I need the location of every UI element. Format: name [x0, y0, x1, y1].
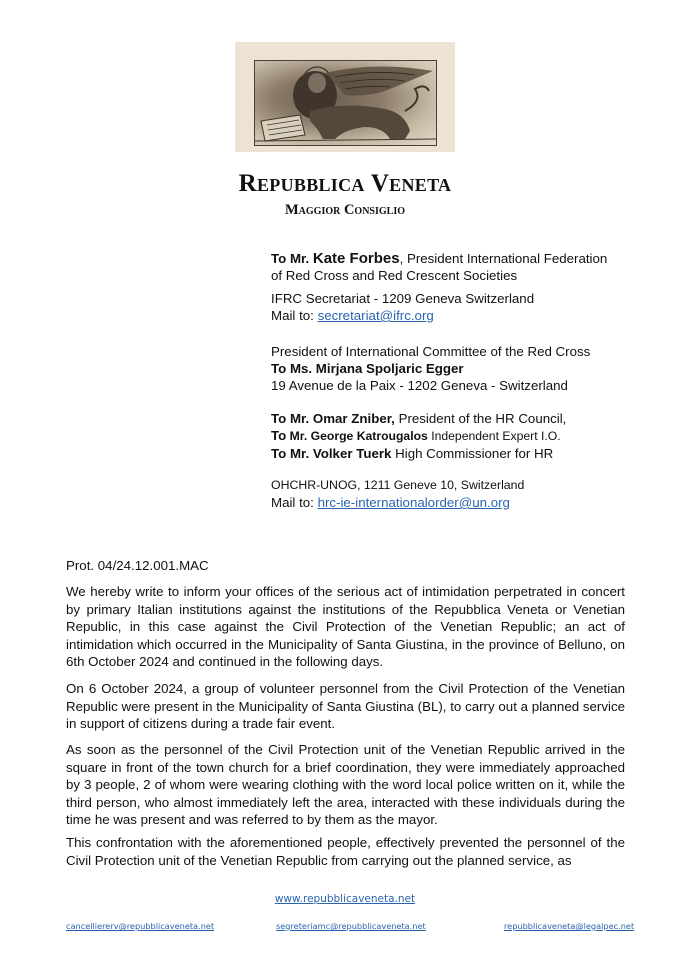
email-link-ifrc[interactable]: secretariat@ifrc.org	[317, 308, 434, 323]
mail-label: Mail to:	[271, 308, 318, 323]
recipient-to: To	[271, 428, 287, 443]
paragraph-3	[66, 741, 625, 829]
recipient-address: OHCHR-UNOG, 1211 Geneve 10, Switzerland	[271, 478, 525, 492]
recipient-name: Kate Forbes	[312, 250, 400, 267]
paragraph-2	[66, 680, 625, 733]
recipient-role-katrougalos: Independent Expert I.O.	[427, 429, 561, 443]
paragraph-text: As soon as the personnel of the Civil Protection unit of the Venetian Republic arrived in the square in front of the town church for a brief coordination, they were immediately approached by 3 people, 2 of whom were wearing clothing with the word local police written on it, while the third person, who almost immediately left the area, interacted with these individuals during the time he was present and was referred to by them as the mayor.	[66, 742, 625, 827]
footer-email-chancellor[interactable]: cancelliererv@repubblicaveneta.net	[66, 921, 215, 931]
paragraph-text: On 6 October 2024, a group of volunteer personnel from the Civil Protection of the Venetian Republic were present in the Municipality of Santa Giustina (BL), to carry out a planned service in support of citizens during a trade fair event.	[66, 681, 625, 731]
recipient-role-tuerk: High Commissioner for HR	[391, 446, 554, 461]
recipient-name-katrougalos: Mr. George Katrougalos	[286, 429, 428, 443]
paragraph-4	[66, 834, 625, 869]
footer-website-link[interactable]: www.repubblicaveneta.net	[274, 893, 416, 905]
recipient-icrc	[271, 343, 590, 394]
recipient-address: 19 Avenue de la Paix - 1202 Geneva - Switzerland	[271, 378, 568, 393]
recipient-ohchr-address	[271, 477, 524, 511]
recipient-role-continued: of Red Cross and Red Crescent Societies	[271, 268, 518, 283]
protocol-text: Prot. 04/24.12.001.MAC	[66, 558, 209, 573]
mail-label: Mail to:	[271, 495, 318, 510]
recipient-name-tuerk: To Mr. Volker Tuerk	[271, 446, 392, 461]
letterhead-subtitle: Maggior Consiglio	[284, 202, 406, 218]
footer-email-secretary[interactable]: segreteriamc@repubblicaveneta.net	[276, 921, 426, 931]
paragraph-text: We hereby write to inform your offices of the serious act of intimidation perpetrated in concert by primary Italian institutions against the institutions of the Repubblica Veneta or Venetian Republic, in this case against the Civil Protection of the Venetian Republic; an act of intimidation which occurred in the Municipality of Santa Giustina, in the province of Belluno, on 6th October 2024 and continued in the following days.	[66, 584, 625, 669]
recipient-name: To Ms. Mirjana Spoljaric Egger	[271, 361, 464, 376]
recipient-role: , President International Federation	[399, 251, 608, 266]
recipient-role: President of International Committee of the Red Cross	[271, 344, 591, 359]
logo	[235, 42, 455, 152]
recipient-ifrc	[271, 250, 607, 324]
protocol-number	[66, 557, 625, 575]
paragraph-1	[66, 583, 625, 671]
recipient-name-zniber: To Mr. Omar Zniber,	[271, 411, 395, 426]
recipient-role-zniber: President of the HR Council,	[394, 411, 567, 426]
recipient-ohchr	[271, 410, 566, 462]
winged-lion-icon	[254, 60, 437, 146]
email-link-ohchr[interactable]: hrc-ie-internationalorder@un.org	[317, 495, 510, 510]
footer-email-pec[interactable]: repubblicaveneta@legalpec.net	[504, 921, 635, 931]
recipient-address: IFRC Secretariat - 1209 Geneva Switzerland	[271, 291, 535, 306]
recipient-prefix: To Mr.	[271, 251, 310, 266]
paragraph-text: This confrontation with the aforementioned people, effectively prevented the personnel of the Civil Protection unit of the Venetian Republic from carrying out the planned service, as	[66, 835, 625, 868]
letterhead-title: Repubblica Veneta	[238, 170, 452, 197]
